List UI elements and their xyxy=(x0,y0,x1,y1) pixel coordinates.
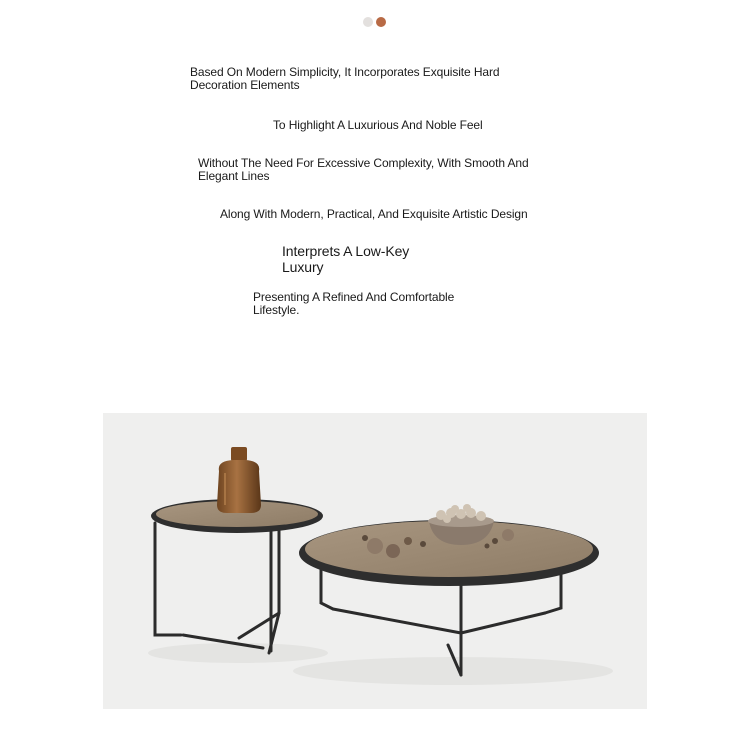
copy-line-2: To Highlight A Luxurious And Noble Feel xyxy=(273,118,483,132)
large-table-shadow xyxy=(293,657,613,685)
pager-dot-2-active[interactable] xyxy=(376,17,386,27)
small-table-shadow xyxy=(148,643,328,663)
pager-dot-1[interactable] xyxy=(363,17,373,27)
copy-line-3: Without The Need For Excessive Complexity, With Smooth And Elegant Lines xyxy=(198,156,529,183)
amber-vase xyxy=(217,447,261,513)
copy-line-5: Interprets A Low-Key Luxury xyxy=(282,243,410,275)
small-table-legs xyxy=(155,523,279,653)
copy-line-1: Based On Modern Simplicity, It Incorporates Exquisite Hard Decoration Elements xyxy=(190,65,500,92)
copy-line-4: Along With Modern, Practical, And Exquisite Artistic Design xyxy=(220,207,528,221)
image-pager xyxy=(363,17,386,27)
copy-line-6: Presenting A Refined And Comfortable Lifestyle. xyxy=(253,290,455,317)
product-photo xyxy=(103,413,647,709)
